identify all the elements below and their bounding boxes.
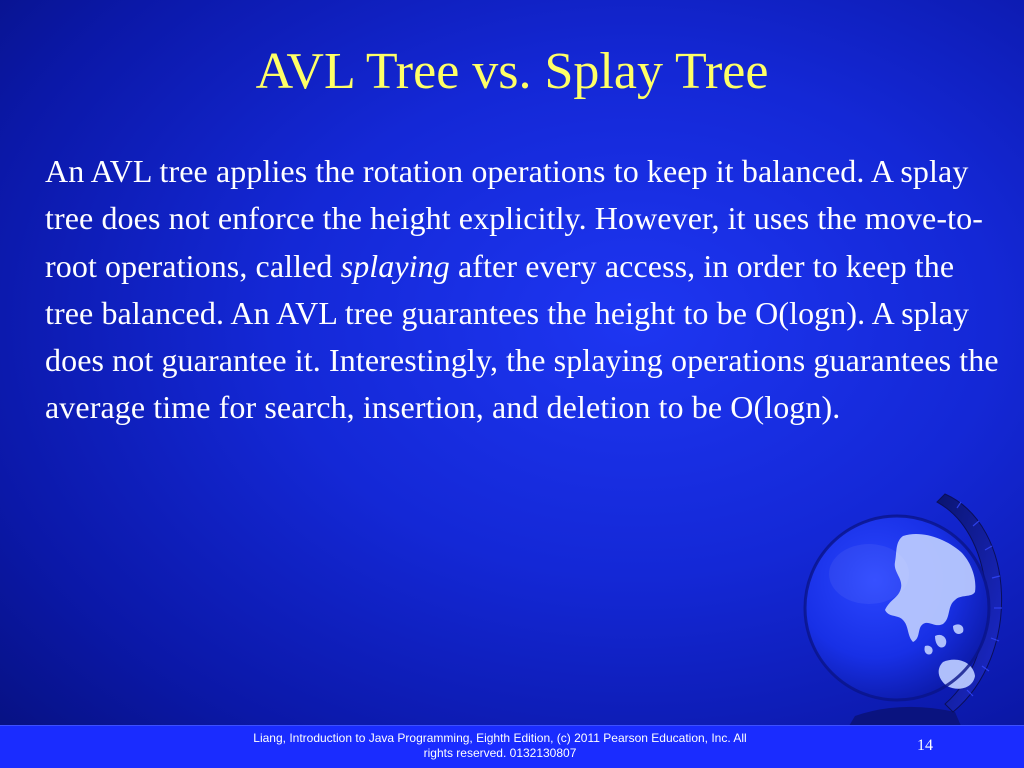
body-text-italic-term: splaying [340,247,450,284]
slide-body-text [45,148,1005,432]
footer-line-2: rights reserved. 0132130807 [423,746,577,760]
slide-title: AVL Tree vs. Splay Tree [255,43,769,100]
globe-icon [785,486,1017,726]
body-text-part-1: An AVL tree applies the rotation operations to keep it balanced. A splay tree does not enforce the height explicitly. However, it uses the move-to-root operations, called [45,153,983,284]
slide-number: 14 [917,737,933,754]
body-text-part-2: after every access, in order to keep the tree balanced. An AVL tree guarantees the height to be O(logn). A splay does not guarantee it. Interestingly, the splaying operations guarantees the average time for search, insertion, and deletion to be O(logn). [45,247,999,426]
footer-copyright [200,731,800,761]
footer-bar [0,725,1024,768]
footer-line-1: Liang, Introduction to Java Programming, Eighth Edition, (c) 2011 Pearson Education, Inc. All [253,731,747,745]
